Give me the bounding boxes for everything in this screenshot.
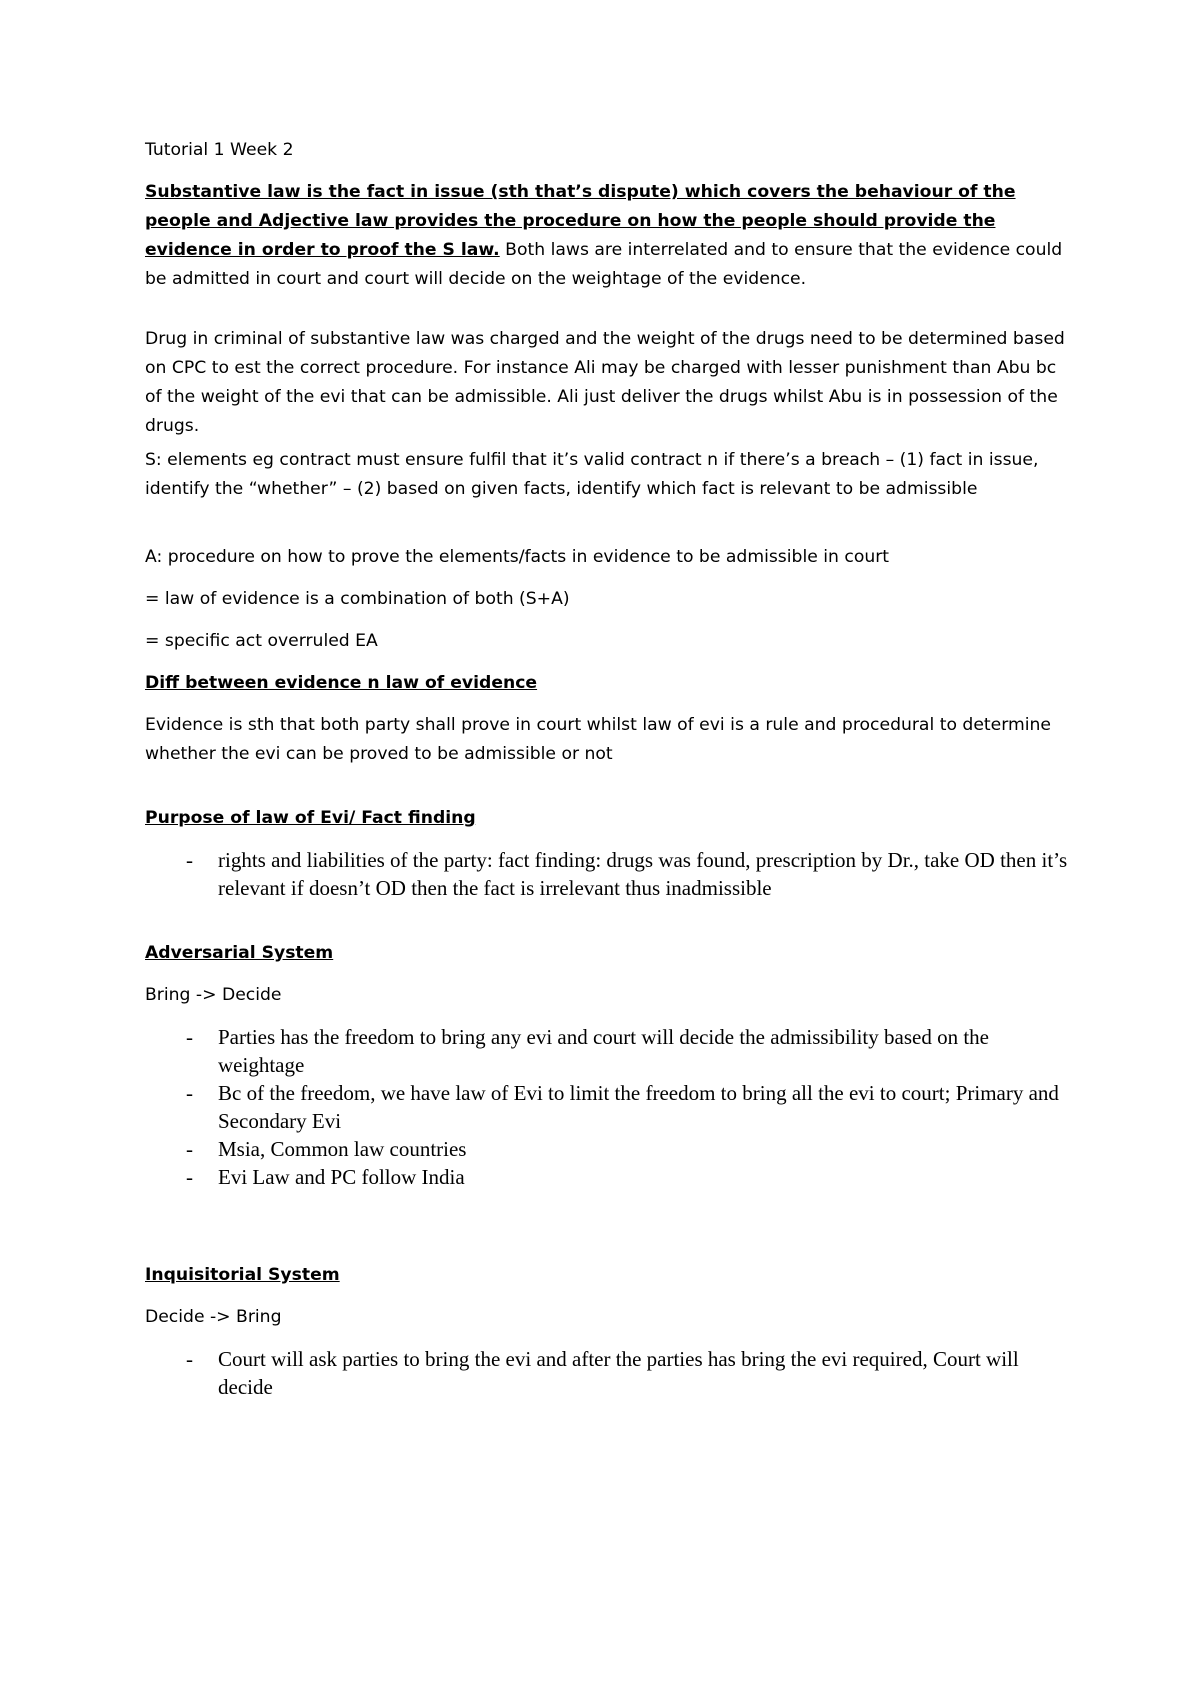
adversarial-flow: Bring -> Decide	[145, 985, 282, 1005]
s-elements-paragraph: S: elements eg contract must ensure fulfil that it’s valid contract n if there’s a breach – (1) fact in issue, identify the “whether” – (2) based on given facts, identify which fact is relevant to be admissible	[145, 450, 1039, 499]
list-item-text: rights and liabilities of the party: fact finding: drugs was found, prescription by Dr., take OD then it’s relevant if doesn’t OD then the fact is irrelevant thus inadmissible	[218, 848, 1068, 900]
specific-act-line: = specific act overruled EA	[145, 631, 378, 651]
purpose-list	[145, 846, 1070, 902]
bullet-dash: -	[186, 1025, 193, 1049]
document-title: Tutorial 1 Week 2	[145, 140, 294, 160]
intro-paragraph	[145, 178, 1070, 294]
bullet-dash: -	[186, 1347, 193, 1371]
list-item-text: Bc of the freedom, we have law of Evi to limit the freedom to bring all the evi to court; Primary and Secondary Evi	[218, 1081, 1059, 1133]
bullet-dash: -	[186, 1165, 193, 1189]
list-item	[145, 1079, 1070, 1135]
list-item	[145, 1345, 1070, 1401]
list-item	[145, 1135, 1070, 1163]
diff-heading: Diff between evidence n law of evidence	[145, 673, 538, 693]
drug-paragraph: Drug in criminal of substantive law was charged and the weight of the drugs need to be determined based on CPC to est the correct procedure. For instance Ali may be charged with lesser punishment than Abu bc of the weight of the evi that can be admissible. Ali just deliver the drugs whilst Abu is in possession of the drugs.	[145, 329, 1065, 436]
bullet-dash: -	[186, 848, 193, 872]
intro-plain-text: Both laws are interrelated and to ensure that the evidence could be admitted in court and court will decide on the weightage of the evidence.	[145, 240, 1063, 289]
inquisitorial-flow: Decide -> Bring	[145, 1307, 282, 1327]
adversarial-heading: Adversarial System	[145, 943, 334, 963]
bullet-dash: -	[186, 1081, 193, 1105]
adversarial-list	[145, 1023, 1070, 1191]
inquisitorial-list	[145, 1345, 1070, 1401]
a-procedure-paragraph: A: procedure on how to prove the elements/facts in evidence to be admissible in court	[145, 547, 890, 567]
list-item-text: Parties has the freedom to bring any evi and court will decide the admissibility based on the weightage	[218, 1025, 989, 1077]
combination-line: = law of evidence is a combination of both (S+A)	[145, 589, 570, 609]
purpose-heading: Purpose of law of Evi/ Fact finding	[145, 808, 476, 828]
list-item-text: Evi Law and PC follow India	[218, 1165, 465, 1189]
list-item	[145, 1163, 1070, 1191]
list-item	[145, 1023, 1070, 1079]
list-item-text: Msia, Common law countries	[218, 1137, 467, 1161]
intro-bold-text: Substantive law is the fact in issue (sth that’s dispute) which covers the behaviour of the people and Adjective law provides the procedure on how the people should provide the evidence in order to proof the S law.	[145, 182, 1016, 260]
list-item-text: Court will ask parties to bring the evi and after the parties has bring the evi required, Court will decide	[218, 1347, 1019, 1399]
list-item	[145, 846, 1070, 902]
inquisitorial-heading: Inquisitorial System	[145, 1265, 340, 1285]
diff-paragraph: Evidence is sth that both party shall prove in court whilst law of evi is a rule and procedural to determine whether the evi can be proved to be admissible or not	[145, 715, 1051, 764]
bullet-dash: -	[186, 1137, 193, 1161]
